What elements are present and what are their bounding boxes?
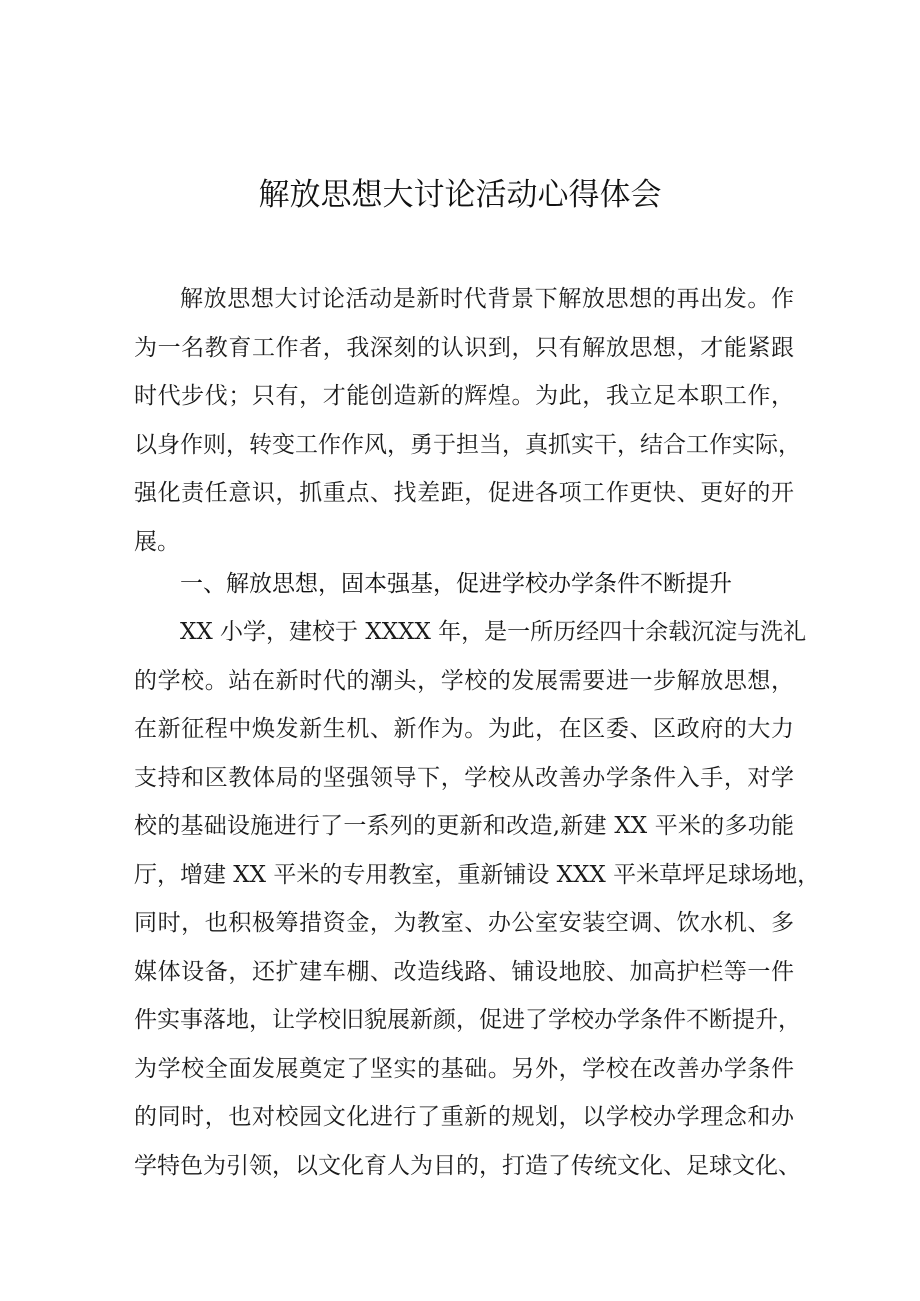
section1-line: 学特色为引领，以文化育人为目的，打造了传统文化、足球文化、 — [134, 1152, 801, 1179]
intro-line: 强化责任意识，抓重点、找差距，促进各项工作更快、更好的开 — [134, 480, 794, 506]
section1-line: 的同时，也对校园文化进行了重新的规划，以学校办学理念和办 — [134, 1104, 794, 1130]
intro-paragraph — [134, 275, 801, 566]
document-title: 解放思想大讨论活动心得体会 — [258, 177, 662, 213]
section1-line: 在新征程中焕发新生机、新作为。为此，在区委、区政府的大力 — [134, 716, 794, 742]
section1-line: XX 小学，建校于 XXXX 年，是一所历经四十余载沉淀与洗礼 — [180, 619, 807, 645]
section1-line: 厅，增建 XX 平米的专用教室，重新铺设 XXX 平米草坪足球场地， — [134, 861, 821, 888]
section1-line: 件实事落地，让学校旧貌展新颜，促进了学校办学条件不断提升， — [134, 1007, 801, 1033]
section1-line: 为学校全面发展奠定了坚实的基础。另外，学校在改善办学条件 — [134, 1055, 794, 1082]
section-heading: 一、解放思想，固本强基，促进学校办学条件不断提升 — [180, 571, 732, 597]
section1-line: 校的基础设施进行了一系列的更新和改造,新建 XX 平米的多功能 — [134, 813, 794, 839]
section1-line: 同时，也积极筹措资金，为教室、办公室安装空调、饮水机、多 — [134, 910, 794, 936]
intro-line: 解放思想大讨论活动是新时代背景下解放思想的再出发。作 — [180, 286, 794, 312]
intro-line: 以身作则，转变工作作风，勇于担当，真抓实干，结合工作实际， — [134, 431, 801, 458]
intro-line: 展。 — [134, 528, 180, 555]
section1-paragraph — [134, 608, 821, 1190]
intro-line: 为一名教育工作者，我深刻的认识到，只有解放思想，才能紧跟 — [134, 334, 794, 361]
section1-line: 支持和区教体局的坚强领导下，学校从改善办学条件入手，对学 — [134, 764, 794, 791]
section1-line: 媒体设备，还扩建车棚、改造线路、铺设地胶、加高护栏等一件 — [134, 958, 794, 985]
intro-line: 时代步伐；只有，才能创造新的辉煌。为此，我立足本职工作， — [134, 383, 794, 409]
section1-line: 的学校。站在新时代的潮头，学校的发展需要进一步解放思想， — [134, 667, 794, 694]
